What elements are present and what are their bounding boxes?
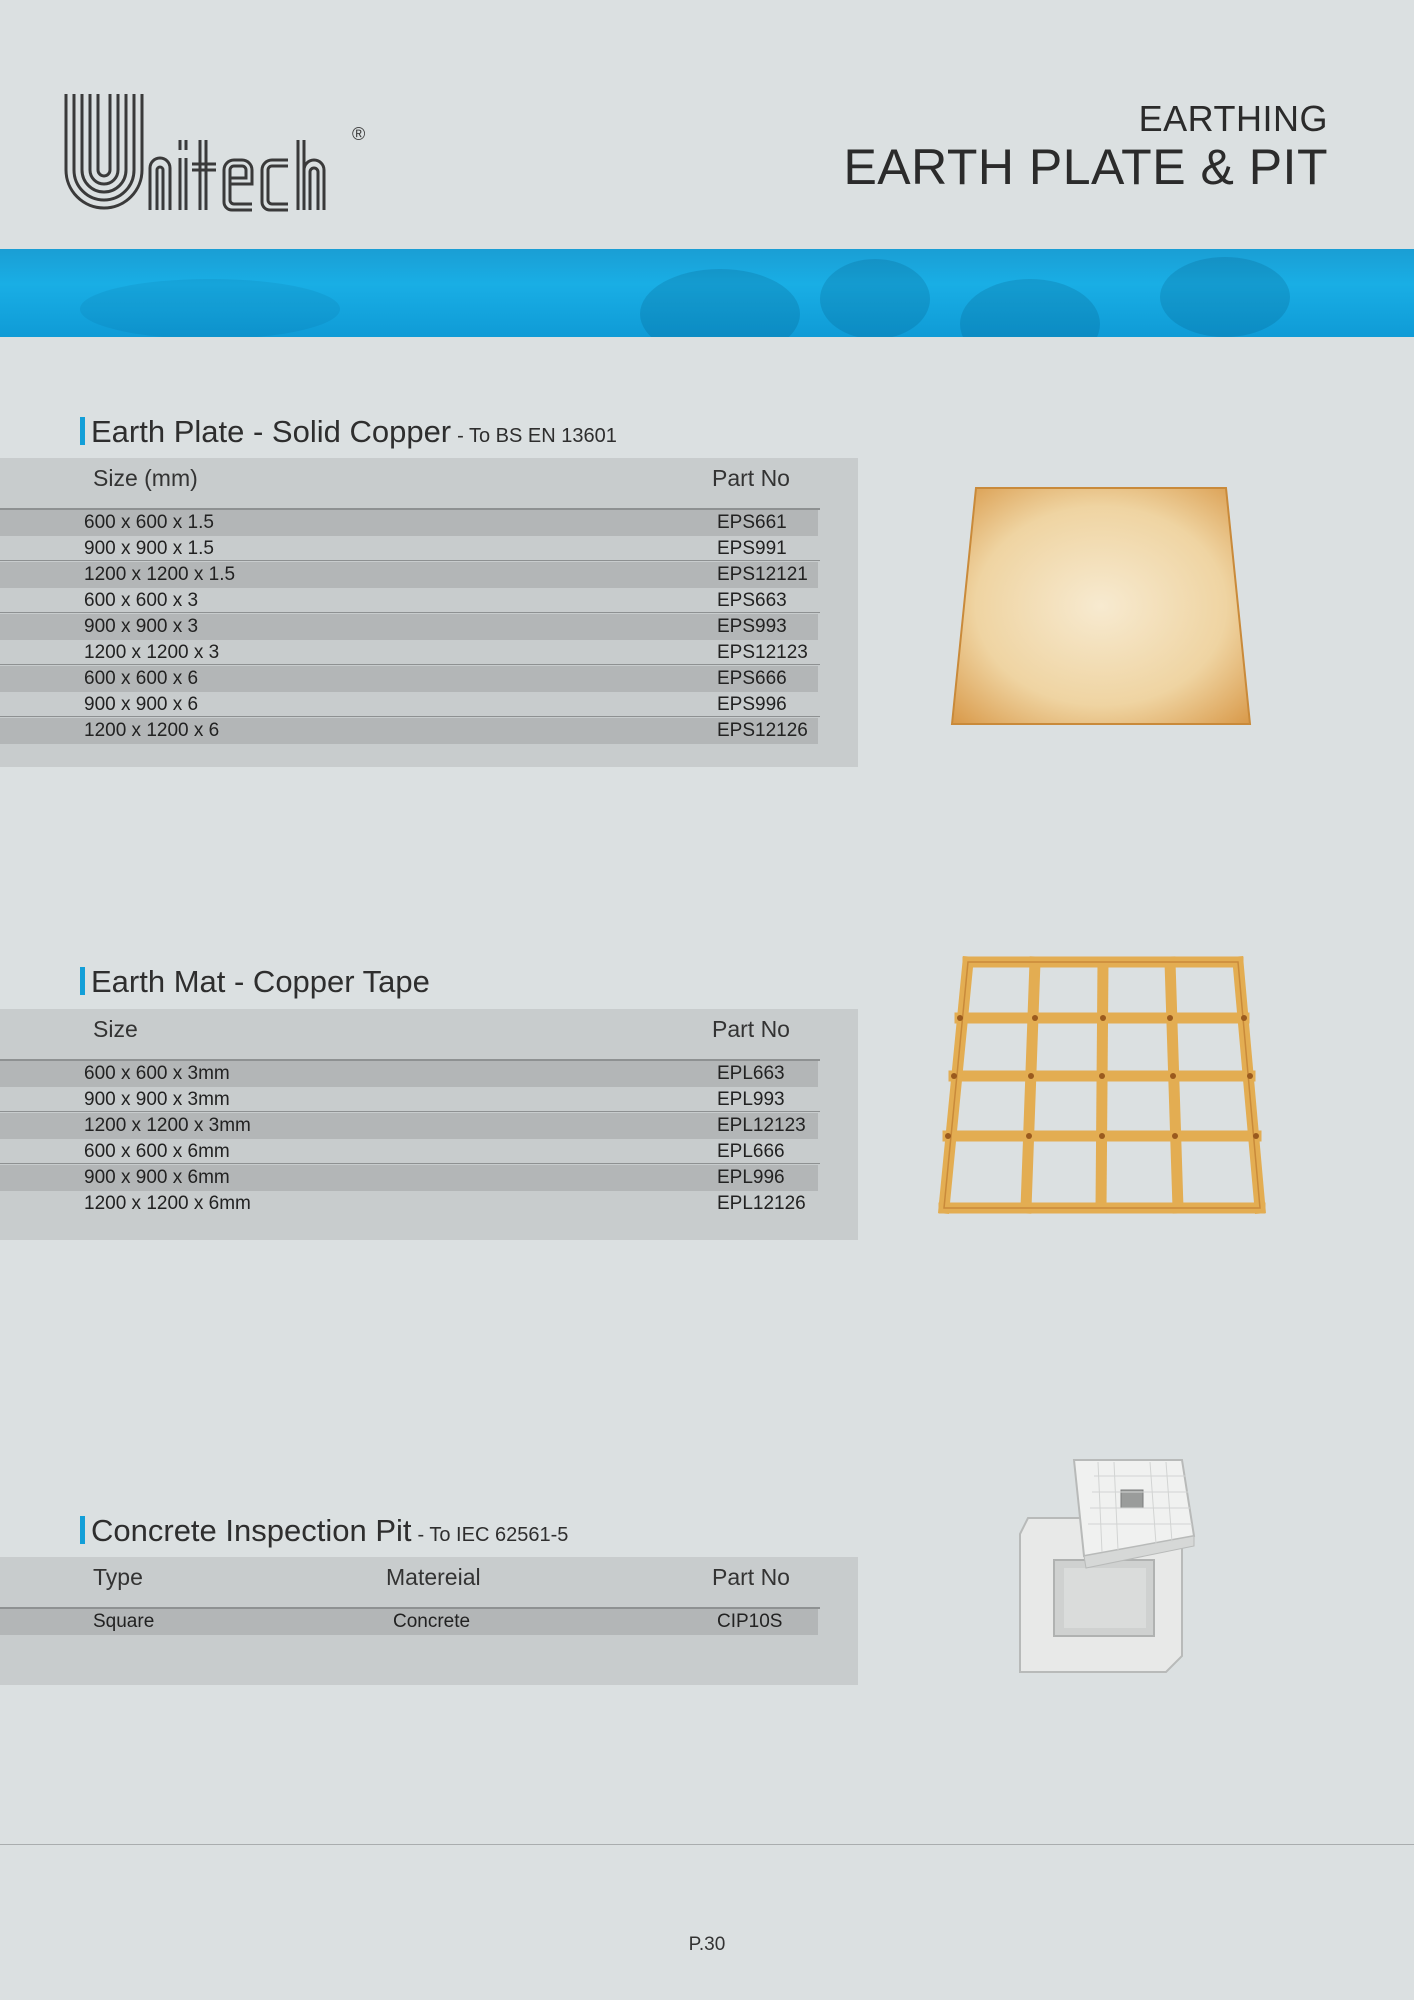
earth-plate-title: Earth Plate - Solid Copper - To BS EN 13601 — [80, 414, 617, 450]
table-row: 600 x 600 x 3 EPS663 — [84, 590, 787, 611]
col-part-header: Part No — [712, 1016, 790, 1042]
col-size-header: Size (mm) — [93, 465, 198, 491]
table-row: 900 x 900 x 6 EPS996 — [84, 694, 787, 715]
table-row: Square Concrete CIP10S — [0, 1609, 818, 1635]
standard-label: - To IEC 62561-5 — [417, 1524, 569, 1546]
col-part-header: Part No — [712, 465, 790, 491]
inspection-pit-photo — [1014, 1456, 1198, 1676]
table-row: 900 x 900 x 3 EPS993 — [0, 614, 818, 640]
inspection-pit-table — [0, 1557, 858, 1685]
row-divider — [0, 716, 820, 717]
page-number: P.30 — [688, 1934, 726, 1955]
table-row: 1200 x 1200 x 1.5 EPS12121 — [0, 562, 818, 588]
page-title: EARTH PLATE & PIT — [843, 139, 1328, 195]
svg-text:®: ® — [352, 124, 366, 144]
table-row: 1200 x 1200 x 3mm EPL12123 — [0, 1113, 818, 1139]
earth-plate-photo — [948, 484, 1258, 730]
col-type-header: Type — [93, 1564, 143, 1590]
table-row: 600 x 600 x 6 EPS666 — [0, 666, 818, 692]
earth-mat-photo — [938, 954, 1268, 1220]
table-row: 900 x 900 x 1.5 EPS991 — [84, 538, 787, 559]
table-row: 1200 x 1200 x 6mm EPL12126 — [84, 1193, 806, 1214]
accent-bar — [80, 967, 85, 995]
table-row: 900 x 900 x 3mm EPL993 — [84, 1089, 785, 1110]
earth-mat-title: Earth Mat - Copper Tape — [80, 964, 430, 1000]
brand-logo — [64, 90, 384, 220]
table-row: 1200 x 1200 x 6 EPS12126 — [0, 718, 818, 744]
row-divider — [0, 664, 820, 665]
section-category: EARTHING — [1138, 98, 1328, 139]
col-size-header: Size — [93, 1016, 138, 1042]
table-row: 600 x 600 x 6mm EPL666 — [84, 1141, 785, 1162]
footer-divider — [0, 1844, 1414, 1845]
table-row: 600 x 600 x 1.5 EPS661 — [0, 510, 818, 536]
earth-plate-table — [0, 458, 858, 767]
table-row: 900 x 900 x 6mm EPL996 — [0, 1165, 818, 1191]
header-banner — [0, 249, 1414, 337]
col-material-header: Matereial — [386, 1564, 481, 1590]
accent-bar — [80, 417, 85, 445]
earth-mat-table — [0, 1009, 858, 1240]
row-divider — [0, 1111, 820, 1112]
col-part-header: Part No — [712, 1564, 790, 1590]
standard-label: - To BS EN 13601 — [457, 425, 617, 447]
row-divider — [0, 612, 820, 613]
unitech-logo-mark — [64, 90, 384, 220]
table-row: 1200 x 1200 x 3 EPS12123 — [84, 642, 808, 663]
inspection-pit-title: Concrete Inspection Pit - To IEC 62561-5 — [80, 1513, 568, 1549]
row-divider — [0, 1163, 820, 1164]
row-divider — [0, 560, 820, 561]
table-row: 600 x 600 x 3mm EPL663 — [0, 1061, 818, 1087]
accent-bar — [80, 1516, 85, 1544]
